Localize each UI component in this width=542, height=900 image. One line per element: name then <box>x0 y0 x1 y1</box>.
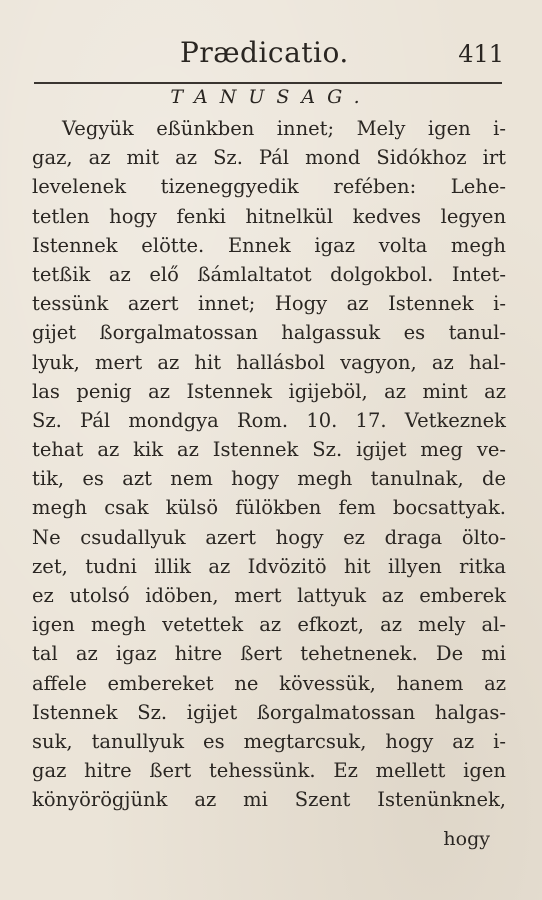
text-line: Istennek elötte. Ennek igaz volta megh <box>32 233 506 257</box>
text-line: ez utolsó idöben, mert lattyuk az emberek <box>32 584 506 607</box>
running-title: Prædicatio. <box>180 36 349 69</box>
page-header <box>160 36 512 76</box>
text-line: tetlen hogy fenki hitnelkül kedves legyen <box>32 204 506 228</box>
text-line: affele embereket ne kövessük, hanem az <box>32 671 506 695</box>
page-number: 411 <box>458 40 504 68</box>
text-line: tetßik az elő ßámlaltatot dolgokbol. Intet- <box>32 262 506 286</box>
text-line: igen megh vetettek az efkozt, az mely al- <box>32 613 506 637</box>
text-line: tehat az kik az Istennek Sz. igijet meg ve- <box>32 438 506 462</box>
text-line: levelenek tizeneggyedik refében: Lehe- <box>32 175 506 199</box>
text-line: Ne csudallyuk azert hogy ez draga ölto- <box>32 525 506 549</box>
text-line: tik, es azt nem hogy megh tanulnak, de <box>32 467 506 491</box>
text-line: megh csak külsö fülökben fem bocsattyak. <box>32 496 506 520</box>
section-heading: TANUSAG. <box>170 86 372 108</box>
text-line: Sz. Pál mondgya Rom. 10. 17. Vetkeznek <box>32 408 506 432</box>
body-text <box>32 114 506 815</box>
text-line: Istennek Sz. igijet ßorgalmatossan halgas- <box>32 700 506 724</box>
text-line: lyuk, mert az hit hallásbol vagyon, az hal- <box>32 350 506 374</box>
text-line: könyörögjünk az mi Szent Istenünknek, <box>32 788 506 812</box>
text-line: tal az igaz hitre ßert tehetnenek. De mi <box>32 642 506 666</box>
text-line: gaz hitre ßert tehessünk. Ez mellett igen <box>32 759 506 783</box>
text-line: zet, tudni illik az Idvözitö hit illyen ritka <box>32 554 506 578</box>
text-line: gaz, az mit az Sz. Pál mond Sidókhoz irt <box>32 146 506 170</box>
text-line: suk, tanullyuk es megtarcsuk, hogy az i- <box>32 729 506 753</box>
text-line: las penig az Istennek igijeböl, az mint az <box>32 379 506 403</box>
text-line: tessünk azert innet; Hogy az Istennek i- <box>32 292 506 316</box>
text-line: Vegyük eßünkben innet; Mely igen i- <box>62 117 506 140</box>
text-line: gijet ßorgalmatossan halgassuk es tanul- <box>32 321 506 345</box>
catchword: hogy <box>443 828 490 850</box>
header-rule <box>34 82 502 84</box>
